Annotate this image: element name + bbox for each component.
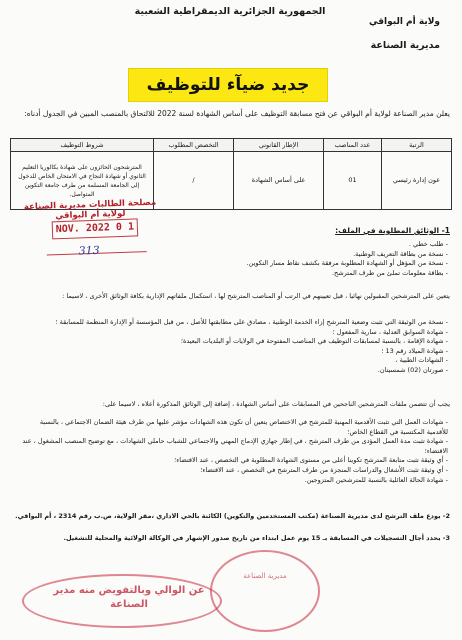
signature-seal-text: عن الوالي وبالتفويض منه مدير الصناعة xyxy=(53,585,205,610)
cell-conditions: المترشحون الحائزون على شهادة بكالوريا التعليم الثانوي أو شهادة النجاح في الامتحان الخاص للدخول إلى الجامعة المسلمة من طرف جامعة التكوين المتواصل. xyxy=(11,152,154,210)
section-documents-title: 1- الوثائق المطلوبة في الملف: xyxy=(335,226,450,235)
additional-documents-list xyxy=(18,318,448,376)
issuer-block xyxy=(369,16,440,52)
list-item: - شهادة تثبت مدة العمل المؤدى من طرف المترشح ، في إطار جهازي الإدماج المهني والاجتماعي للشباب حاملي الشهادات ، مع توضيح المنصب المشغول ، عند الاقتضاء؛ xyxy=(18,437,448,456)
directorate-label: مديرية الصناعة xyxy=(370,40,440,51)
table-header-row xyxy=(11,139,452,152)
list-item: - نسخة من بطاقة التعريف الوطنية. xyxy=(18,250,448,260)
list-item: - شهادة السوابق العدلية ، سارية المفعول ؛ xyxy=(18,328,448,338)
list-item: - شهادة الإقامة ، بالنسبة لمسابقات التوظيف في المناصب المفتوحة في الولايات أو البلديات البعيدة؛ xyxy=(18,337,448,347)
cell-legal: على أساس الشهادة xyxy=(234,152,324,210)
documents-list xyxy=(18,240,448,278)
col-header-specialty: التخصص المطلوب xyxy=(154,139,234,152)
col-header-legal: الإطار القانوني xyxy=(234,139,324,152)
evaluation-documents-list xyxy=(18,418,448,485)
cell-specialty: / xyxy=(154,152,234,210)
list-item: - الشهادات الطبية ، xyxy=(18,356,448,366)
submission-paragraph: 2- يودع ملف الترشح لدى مديرية الصناعة (مكتب المستخدمين والتكوين) الكائنة بالحي الاداري ،مقر الولاية، ص.ب رقم 2314 ، أم البواقي. xyxy=(15,512,450,520)
list-item: - بطاقة معلومات تملئ من طرف المترشح. xyxy=(18,269,448,279)
announcement-intro: يعلن مدير الصناعة لولاية أم البواقي عن فتح مسابقة التوظيف على أساس الشهادة لسنة 2022 للالتحاق بالمنصب المبين في الجدول أدناه: xyxy=(24,109,450,118)
received-stamp-date: 1 0 NOV. 2022 xyxy=(52,218,139,239)
list-item: - نسخة من المؤهل أو الشهادة المطلوبة مرفقة بكشف نقاط مسار التكوين. xyxy=(18,259,448,269)
evaluation-paragraph: يجب أن تتضمن ملفات المترشحين الناجحين في المسابقات على أساس الشهادة ، إضافة إلى الوثائق المذكورة أعلاه ، لاسيما على: xyxy=(102,400,450,408)
col-header-conditions: شروط التوظيف xyxy=(11,139,154,152)
overlay-banner: جديد ضيآء للتوظيف xyxy=(128,68,328,102)
deadline-paragraph: 3- يحدد أجال التسجيلات في المسابقة بـ 15 يوم عمل ابتداء من تاريخ صدور الإشهار في الوكالة الولائية والمحلية للتشغيل. xyxy=(63,534,450,542)
final-admission-paragraph: يتعين على المترشحين المقبولين نهائيا ، قبل تعيينهم في الرتب أو المناصب المترشح لها ، استكمال ملفاتهم الإدارية بكافة الوثائق الأخرى ، لاسيما : xyxy=(62,292,450,300)
list-item: - نسخة من الوثيقة التي تثبت وضعية المترشح إزاء الخدمة الوطنية ، مصادق على مطابقتها للأصل ، من قبل المؤسسة أو الإدارة المنظمة للمسابقة ؛ xyxy=(18,318,448,328)
col-header-grade: الرتبة xyxy=(382,139,452,152)
list-item: - شهادة الحالة العائلية بالنسبة للمترشحين المتزوجين. xyxy=(18,476,448,486)
col-header-count: عدد المناصب xyxy=(324,139,382,152)
round-seal-text: مديرية الصناعة xyxy=(243,572,287,580)
list-item: - طلب خطي . xyxy=(18,240,448,250)
list-item: - أي وثيقة تثبت متابعة المترشح تكوينا أعلى من مستوى الشهادة المطلوبة في التخصص ، عند الاقتضاء؛ xyxy=(18,456,448,466)
wilaya-label: ولاية أم البواقي xyxy=(369,17,440,27)
list-item: - أي وثيقة تثبت الأشغال والدراسات المنجزة من طرف المترشح في التخصص ، عند الاقتضاء؛ xyxy=(18,466,448,476)
list-item: - شهادات العمل التي تثبت الأقدمية المهنية للمترشح في الاختصاص يتعين أن تكون هذه الشهادات مؤشر عليها من طرف هيئة الضمان الاجتماعي ، بالنسبة للأقدمية المكتسبة في القطاع الخاص؛ xyxy=(18,418,448,437)
list-item: - صورتان (02) شمسيتان. xyxy=(18,366,448,376)
round-seal xyxy=(210,550,320,632)
cell-count: 01 xyxy=(324,152,382,210)
handwritten-number: 313 xyxy=(78,243,100,258)
received-stamp-title: مصلحة الطالبات مديرية الصناعة لولاية أم البواقي xyxy=(23,197,157,222)
cell-grade: عون إدارة رئيسي xyxy=(382,152,452,210)
list-item: - شهادة الميلاد رقم 13 ؛ xyxy=(18,347,448,357)
republic-heading: الجمهورية الجزائرية الديمقراطية الشعبية xyxy=(134,6,326,17)
